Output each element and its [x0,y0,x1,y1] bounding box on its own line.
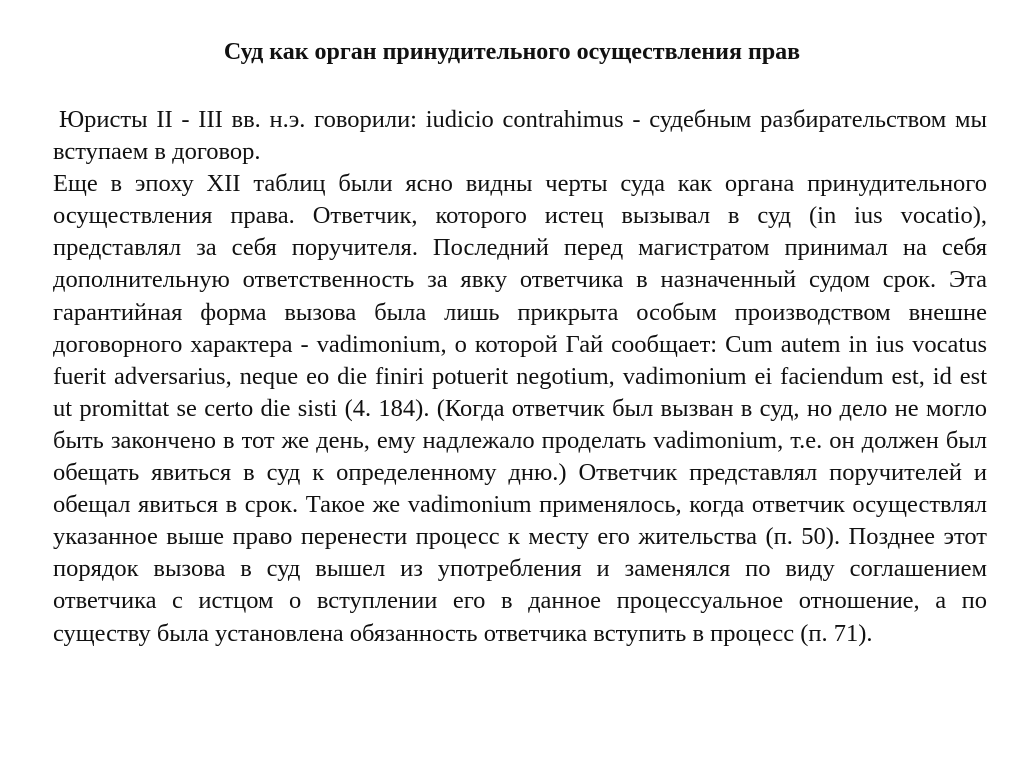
slide-body [53,104,987,650]
slide-title: Суд как орган принудительного осуществления прав [223,39,801,65]
paragraph-jurists: Юристы II - III вв. н.э. говорили: iudicio contrahimus - судебным разбирательством мы вступаем в договор. [53,106,987,166]
paragraph-twelve-tables: Еще в эпоху XII таблиц были ясно видны черты суда как органа принудительного осуществления права. Ответчик, которого истец вызывал в суд (in ius vocatio), представлял за себя поручителя. Последний перед магистратом принимал на себя дополнительную ответственность за явку ответчика в назначенный судом срок. Эта гарантийная форма вызова была лишь прикрыта особым производством внешне договорного характера - vadimonium, о которой Гай сообщает: Cum autem in ius vocatus fuerit adversarius, neque eo die finiri potuerit negotium, vadimonium ei faciendum est, id est ut promittat se certo die sisti (4. 184). (Когда ответчик был вызван в суд, но дело не могло быть закончено в тот же день, ему надлежало проделать vadimonium, т.е. он должен был обещать явиться в суд к определенному дню.) Ответчик представлял поручителей и обещал явиться в срок. Такое же vadimonium применялось, когда ответчик осуществлял указанное выше право перенести процесс к месту его жительства (п. 50). Позднее этот порядок вызова в суд вышел из употребления и заменялся по виду соглашением ответчика с истцом о вступлении его в данное процессуальное отношение, а по существу была установлена обязанность ответчика вступить в процесс (п. 71). [53,170,987,647]
